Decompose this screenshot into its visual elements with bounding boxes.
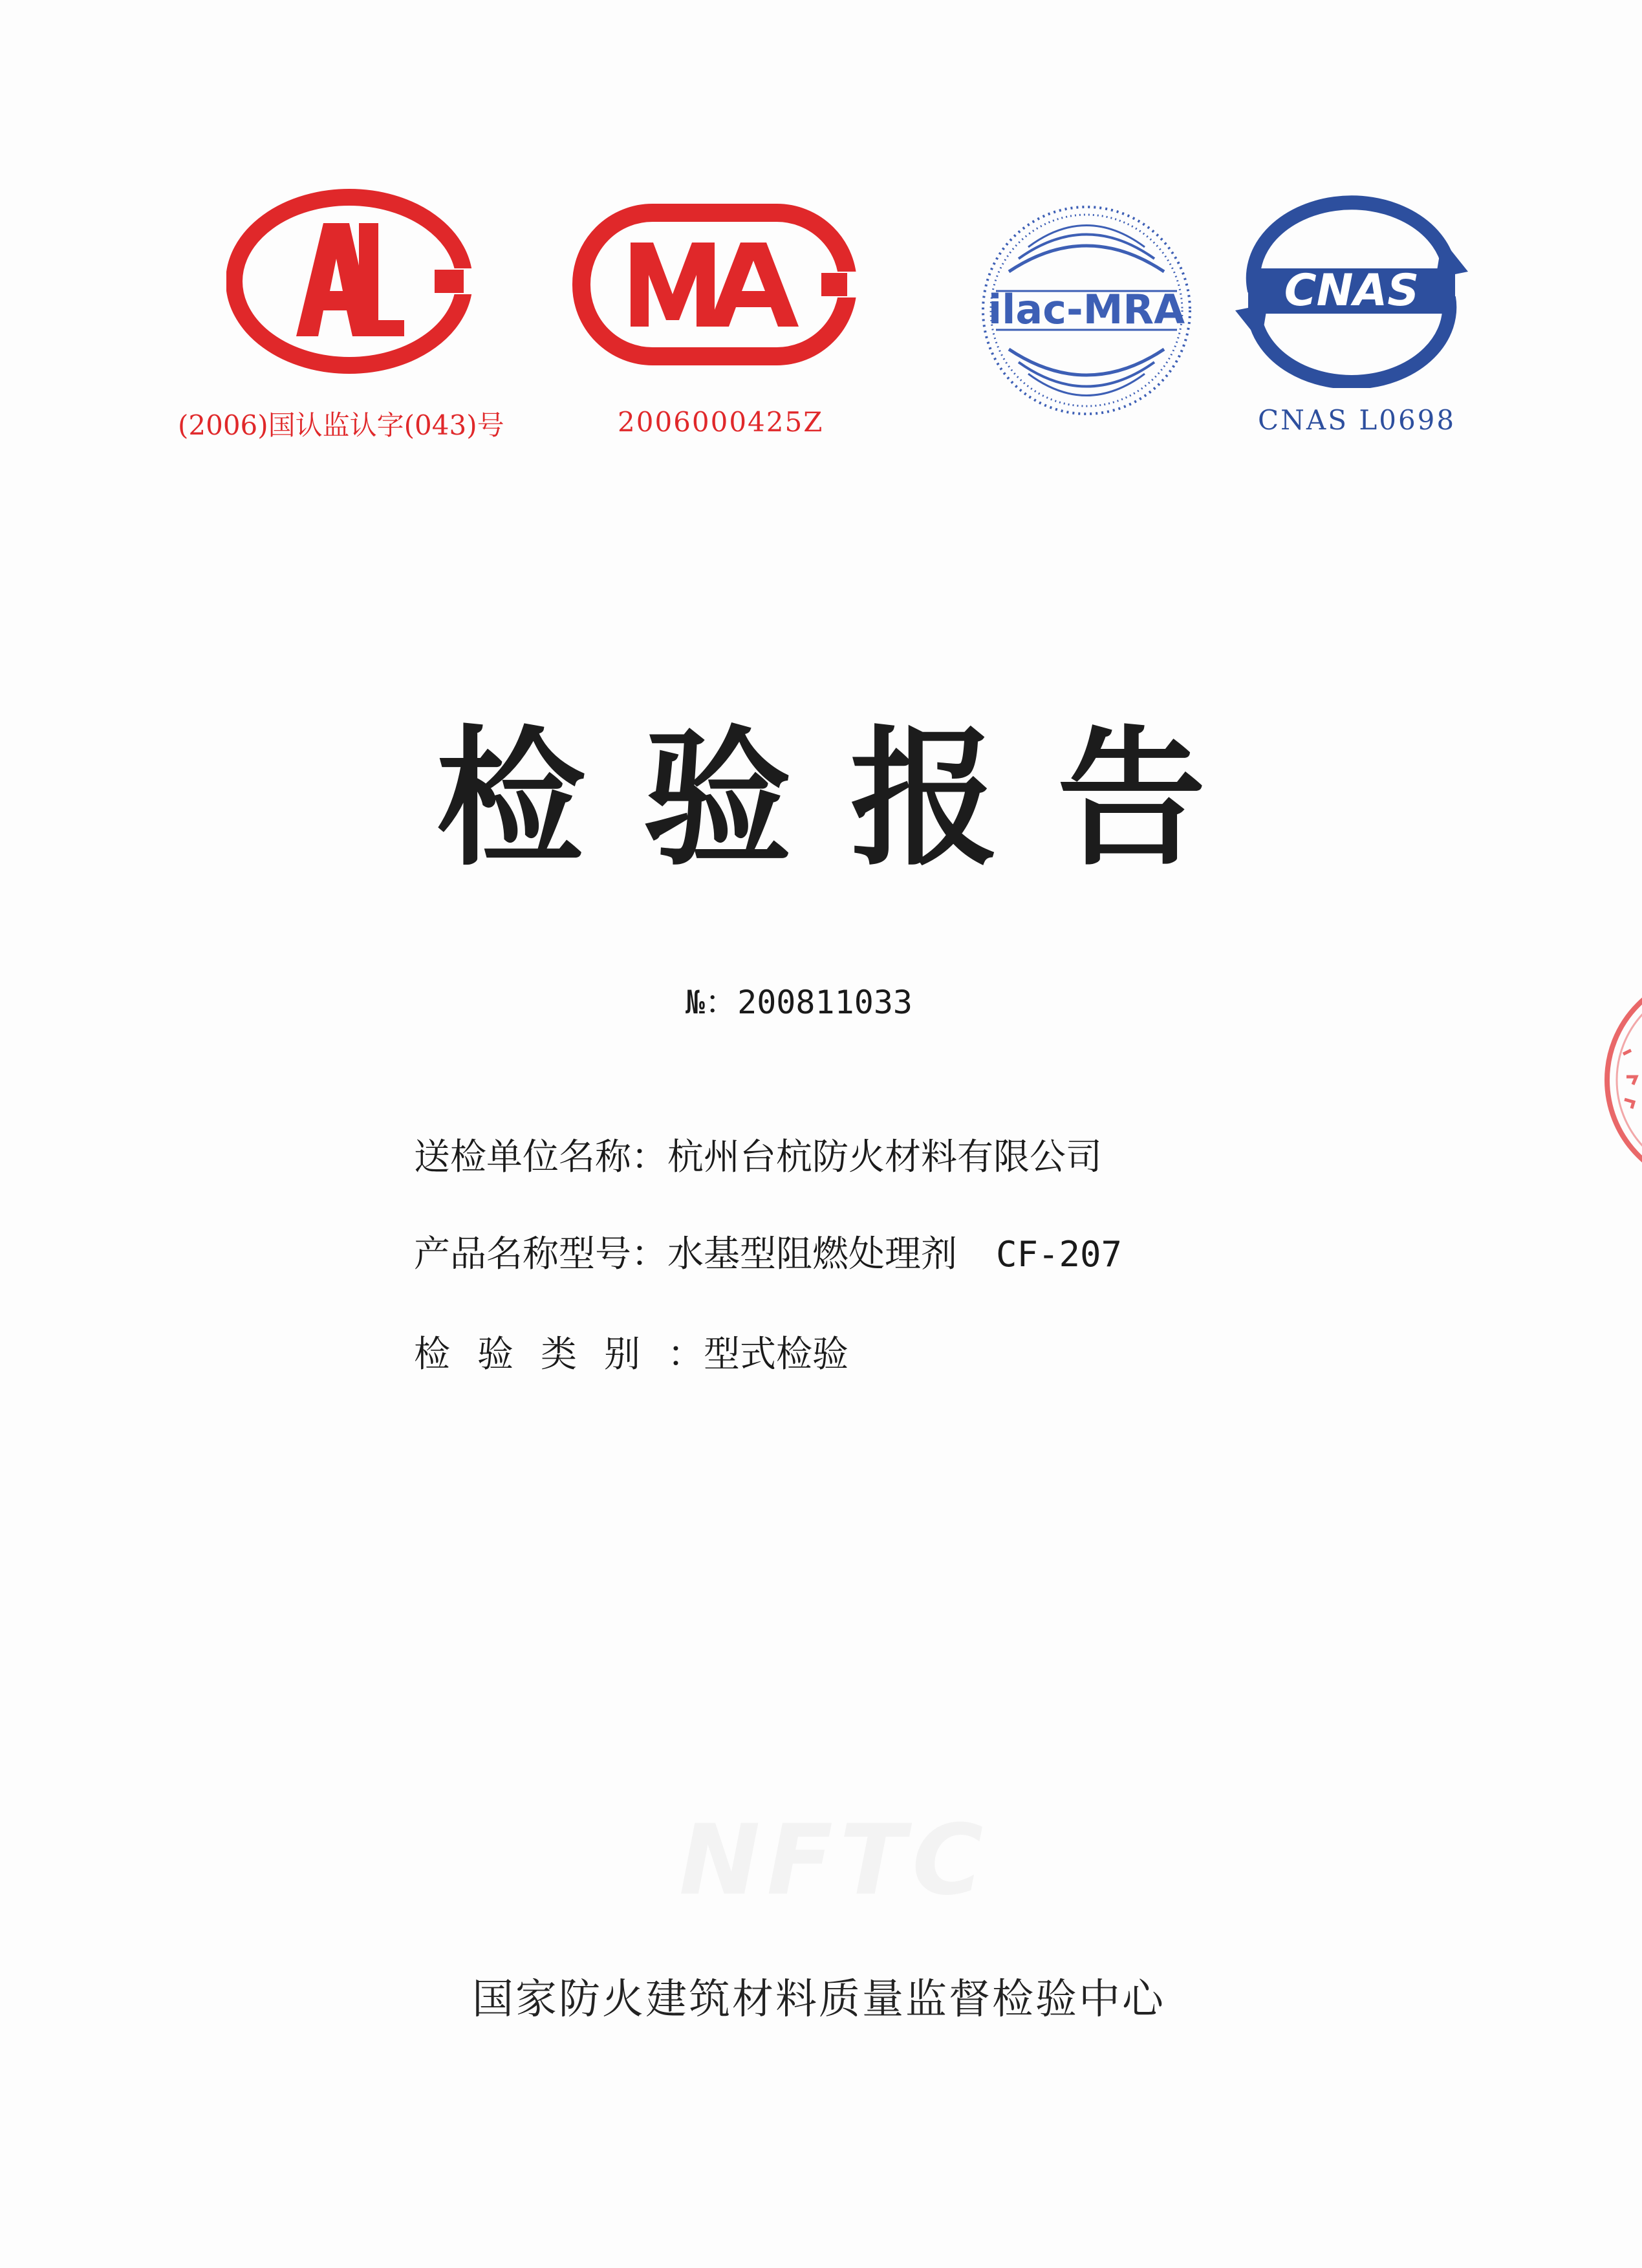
issuing-organization: 国家防火建筑材料质量监督检验中心 — [472, 1976, 1165, 2024]
cal-certificate-number: (2006)国认监认字(043)号 — [178, 409, 504, 441]
product-name-value: 水基型阻燃处理剂 — [667, 1233, 957, 1275]
report-title: 检验报告 — [436, 713, 1264, 886]
client-name-field — [414, 1129, 1102, 1180]
cal-logo — [226, 188, 472, 375]
cma-certificate-number: 2006000425Z — [618, 406, 824, 438]
product-name-label: 产品名称型号 — [414, 1233, 631, 1275]
ilac-mra-logo — [977, 194, 1196, 427]
inspection-type-value: 型式检验 — [704, 1334, 848, 1376]
product-model-value: CF-207 — [996, 1234, 1123, 1275]
svg-text:ilac-MRA: ilac-MRA — [988, 286, 1185, 333]
inspection-type-separator: ： — [667, 1334, 704, 1376]
product-name-separator: ： — [631, 1233, 667, 1275]
svg-text:CNAS: CNAS — [1284, 265, 1420, 316]
client-name-label: 送检单位名称 — [414, 1136, 631, 1178]
cnas-accreditation-number: CNAS L0698 — [1258, 404, 1456, 436]
cnas-logo — [1229, 194, 1475, 388]
cma-logo — [572, 204, 857, 365]
red-seal-stamp — [1597, 964, 1642, 1196]
client-name-value: 杭州台杭防火材料有限公司 — [667, 1136, 1102, 1178]
inspection-type-field — [414, 1326, 848, 1377]
report-number: №：200811033 — [686, 984, 913, 1021]
product-name-field — [414, 1226, 1122, 1277]
nftc-watermark: NFTC — [679, 1804, 990, 1917]
inspection-type-label: 检验类别 — [414, 1334, 667, 1376]
client-name-separator: ： — [631, 1136, 667, 1178]
